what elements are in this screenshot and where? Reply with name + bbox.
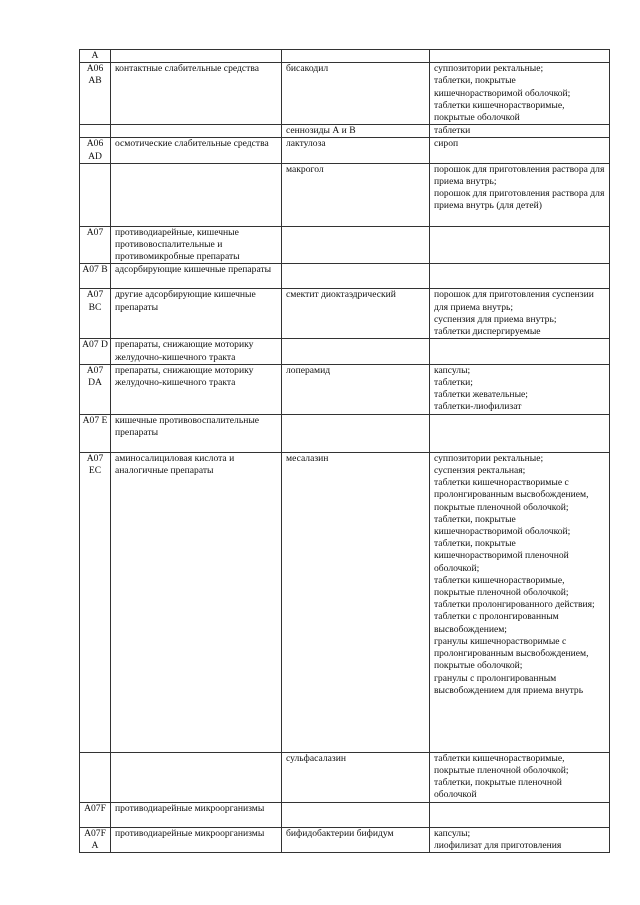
atc-code-cell: A07 DA	[80, 364, 111, 414]
atc-code-cell: A07	[80, 226, 111, 264]
anatomical-group-cell	[111, 50, 282, 63]
table-row	[80, 452, 610, 752]
table-row	[80, 138, 610, 163]
dosage-form-item: таблетки, покрытые кишечнорастворимой оболочкой;	[434, 75, 571, 99]
anatomical-group-cell: препараты, снижающие моторику желудочно-кишечного тракта	[111, 339, 282, 364]
atc-code-cell: A	[80, 50, 111, 63]
dosage-form-item: суспензия для приема внутрь;	[434, 313, 557, 325]
atc-code-cell: A07 B	[80, 264, 111, 289]
atc-code-cell	[80, 163, 111, 226]
anatomical-group-cell: адсорбирующие кишечные препараты	[111, 264, 282, 289]
atc-code-cell	[80, 125, 111, 138]
dosage-forms-cell	[430, 289, 610, 339]
dosage-forms-cell	[430, 50, 610, 63]
dosage-forms-cell	[430, 414, 610, 452]
drug-name-cell: лактулоза	[282, 138, 430, 163]
drug-classification-table	[79, 49, 610, 853]
table-row	[80, 264, 610, 289]
drug-name-cell	[282, 50, 430, 63]
drug-name-cell: сульфасалазин	[282, 752, 430, 802]
anatomical-group-cell	[111, 752, 282, 802]
table-row	[80, 339, 610, 364]
atc-code-cell: A07 BC	[80, 289, 111, 339]
atc-code-cell: A07 EC	[80, 452, 111, 752]
dosage-form-item: порошок для приготовления суспензии для приема внутрь;	[434, 289, 594, 313]
table-row	[80, 827, 610, 852]
drug-name-cell	[282, 802, 430, 827]
dosage-form-item: сироп	[434, 138, 459, 150]
dosage-form-item: порошок для приготовления раствора для приема внутрь (для детей)	[434, 188, 605, 212]
table-row	[80, 752, 610, 802]
anatomical-group-cell: контактные слабительные средства	[111, 63, 282, 125]
drug-name-cell	[282, 414, 430, 452]
table-row	[80, 163, 610, 226]
atc-code-cell	[80, 752, 111, 802]
dosage-form-item: гранулы с пролонгированным высвобождением для приема внутрь	[434, 672, 584, 696]
dosage-form-item: суппозитории ректальные;	[434, 452, 544, 464]
anatomical-group-cell: препараты, снижающие моторику желудочно-кишечного тракта	[111, 364, 282, 414]
anatomical-group-cell: противодиарейные микроорганизмы	[111, 802, 282, 827]
dosage-form-item: таблетки;	[434, 377, 473, 389]
anatomical-group-cell	[111, 163, 282, 226]
dosage-form-item: таблетки кишечнорастворимые, покрытые пленочной оболочкой;	[434, 574, 569, 599]
dosage-form-item: таблетки	[434, 125, 471, 137]
dosage-form-item: таблетки пролонгированного действия;	[434, 599, 595, 611]
dosage-form-item: таблетки, покрытые пленочной оболочкой	[434, 777, 562, 801]
dosage-form-item: капсулы;	[434, 364, 471, 376]
anatomical-group-cell: аминосалициловая кислота и аналогичные препараты	[111, 452, 282, 752]
dosage-form-item: таблетки-лиофилизат	[434, 401, 522, 413]
dosage-forms-cell	[430, 339, 610, 364]
atc-code-cell: A07F A	[80, 827, 111, 852]
atc-code-cell: A07F	[80, 802, 111, 827]
anatomical-group-cell: противодиарейные микроорганизмы	[111, 827, 282, 852]
dosage-forms-cell	[430, 163, 610, 226]
table-row	[80, 802, 610, 827]
anatomical-group-cell: осмотические слабительные средства	[111, 138, 282, 163]
dosage-form-item: капсулы;	[434, 827, 471, 839]
drug-name-cell	[282, 264, 430, 289]
table-row	[80, 364, 610, 414]
dosage-form-item: лиофилизат для приготовления	[434, 839, 562, 851]
dosage-form-item: суспензия ректальная;	[434, 465, 526, 477]
atc-code-cell: A06 AB	[80, 63, 111, 125]
drug-name-cell: лоперамид	[282, 364, 430, 414]
dosage-form-item: таблетки кишечнорастворимые с пролонгированным высвобождением, покрытые пленочной оболочкой;	[434, 477, 589, 513]
drug-name-cell: бисакодил	[282, 63, 430, 125]
dosage-forms-cell	[430, 827, 610, 852]
dosage-forms-cell	[430, 364, 610, 414]
anatomical-group-cell: противодиарейные, кишечные противовоспалительные и противомикробные препараты	[111, 226, 282, 264]
atc-code-cell: A06 AD	[80, 138, 111, 163]
anatomical-group-cell: другие адсорбирующие кишечные препараты	[111, 289, 282, 339]
dosage-form-item: суппозитории ректальные;	[434, 63, 544, 75]
dosage-forms-cell	[430, 802, 610, 827]
dosage-form-item: таблетки кишечнорастворимые, покрытые оболочкой	[434, 99, 565, 124]
dosage-forms-cell	[430, 63, 610, 125]
table-row	[80, 289, 610, 339]
dosage-form-item: таблетки жевательные;	[434, 389, 528, 401]
table-row	[80, 63, 610, 125]
dosage-forms-cell	[430, 752, 610, 802]
dosage-forms-cell	[430, 125, 610, 138]
table-row	[80, 50, 610, 63]
drug-name-cell: сеннозиды А и В	[282, 125, 430, 138]
table-row	[80, 414, 610, 452]
drug-name-cell: смектит диоктаэдрический	[282, 289, 430, 339]
drug-name-cell: бифидобактерии бифидум	[282, 827, 430, 852]
dosage-form-item: гранулы кишечнорастворимые с пролонгированным высвобождением, покрытые оболочкой;	[434, 635, 589, 672]
table-row	[80, 125, 610, 138]
dosage-form-item: порошок для приготовления раствора для приема внутрь;	[434, 163, 605, 188]
drug-name-cell	[282, 339, 430, 364]
dosage-form-item: таблетки с пролонгированным высвобождением;	[434, 611, 559, 635]
atc-code-cell: A07 E	[80, 414, 111, 452]
atc-code-cell: A07 D	[80, 339, 111, 364]
dosage-form-item: таблетки кишечнорастворимые, покрытые пленочной оболочкой;	[434, 752, 569, 777]
dosage-forms-cell	[430, 138, 610, 163]
drug-name-cell: макрогол	[282, 163, 430, 226]
dosage-forms-cell	[430, 264, 610, 289]
drug-name-cell: месалазин	[282, 452, 430, 752]
anatomical-group-cell: кишечные противовоспалительные препараты	[111, 414, 282, 452]
table-row	[80, 226, 610, 264]
dosage-form-item: таблетки диспергируемые	[434, 326, 541, 338]
dosage-forms-cell	[430, 226, 610, 264]
dosage-form-item: таблетки, покрытые кишечнорастворимой пленочной оболочкой;	[434, 538, 569, 574]
dosage-form-item: таблетки, покрытые кишечнорастворимой оболочкой;	[434, 513, 571, 538]
anatomical-group-cell	[111, 125, 282, 138]
drug-name-cell	[282, 226, 430, 264]
dosage-forms-cell	[430, 452, 610, 752]
